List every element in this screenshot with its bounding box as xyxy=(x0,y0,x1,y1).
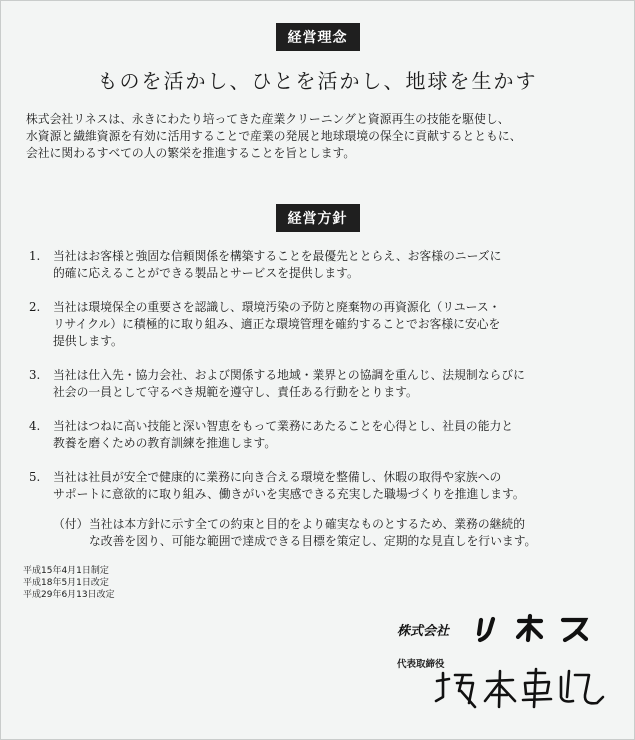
policy-item xyxy=(29,469,619,503)
philosophy-line: 株式会社リネスは、永きにわたり培ってきた産業クリーニングと資源再生の技能を駆使し、 xyxy=(26,112,510,126)
policy-line: 社会の一員として守るべき規範を遵守し、責任ある行動をとります。 xyxy=(53,385,418,399)
signature xyxy=(433,667,608,711)
date-line: 平成15年4月1日制定 xyxy=(23,566,109,576)
policy-list xyxy=(29,248,619,520)
policy-line: 当社は社員が安全で健康的に業務に向き合える環境を整備し、休暇の取得や家族への xyxy=(53,470,502,484)
date-line: 平成18年5月1日改定 xyxy=(23,578,109,588)
policy-item xyxy=(29,299,619,350)
policy-line: 当社はお客様と強固な信頼関係を構築することを最優先ととらえ、お客様のニーズに xyxy=(53,249,502,263)
policy-number: 5. xyxy=(29,470,41,484)
philosophy-text xyxy=(26,111,616,162)
policy-number: 3. xyxy=(29,368,41,382)
corporate-motto: ものを活かし、ひとを活かし、地球を生かす xyxy=(97,69,538,93)
svg-text:株式会社: 株式会社 xyxy=(397,624,450,639)
supplement-line: な改善を図り、可能な範囲で達成できる目標を策定し、定期的な見直しを行います。 xyxy=(89,534,537,548)
policy-line: リサイクル）に積極的に取り組み、適正な環境管理を確約することでお客様に安心を xyxy=(53,317,501,331)
policy-number: 2. xyxy=(29,300,41,314)
policy-line: 的確に応えることができる製品とサービスを提供します。 xyxy=(53,266,359,280)
supplement-line: 当社は本方針に示す全ての約束と目的をより確実なものとするため、業務の継続的 xyxy=(89,517,526,531)
policy-line: 教養を磨くための教育訓練を推進します。 xyxy=(53,436,277,450)
policy-heading: 経営方針 xyxy=(276,204,360,232)
supplement-tag: （付） xyxy=(53,517,89,531)
policy-line: 当社は仕入先・協力会社、および関係する地域・業界との協調を重んじ、法規制ならびに xyxy=(53,368,525,382)
philosophy-heading: 経営理念 xyxy=(276,23,360,51)
representative-title: 代表取締役 xyxy=(397,659,445,670)
philosophy-line: 水資源と繊維資源を有効に活用することで産業の発展と地球環境の保全に貢献するとともに、 xyxy=(26,129,522,143)
policy-number: 1. xyxy=(29,249,41,263)
policy-item xyxy=(29,367,619,401)
policy-item xyxy=(29,418,619,452)
policy-line: 当社はつねに高い技能と深い智恵をもって業務にあたることを心得とし、社員の能力と xyxy=(53,419,514,433)
policy-number: 4. xyxy=(29,419,41,433)
policy-line: サポートに意欲的に取り組み、働きがいを実感できる充実した職場づくりを推進します。 xyxy=(53,487,525,501)
policy-supplement xyxy=(53,516,613,550)
policy-line: 当社は環境保全の重要さを認識し、環境汚染の予防と廃棄物の再資源化（リユース・ xyxy=(53,300,501,314)
policy-item xyxy=(29,248,619,282)
philosophy-line: 会社に関わるすべての人の繁栄を推進することを旨とします。 xyxy=(26,146,356,160)
revision-dates xyxy=(23,565,115,601)
policy-line: 提供します。 xyxy=(53,334,123,348)
date-line: 平成29年6月13日改定 xyxy=(23,590,115,600)
company-logo xyxy=(397,613,607,643)
